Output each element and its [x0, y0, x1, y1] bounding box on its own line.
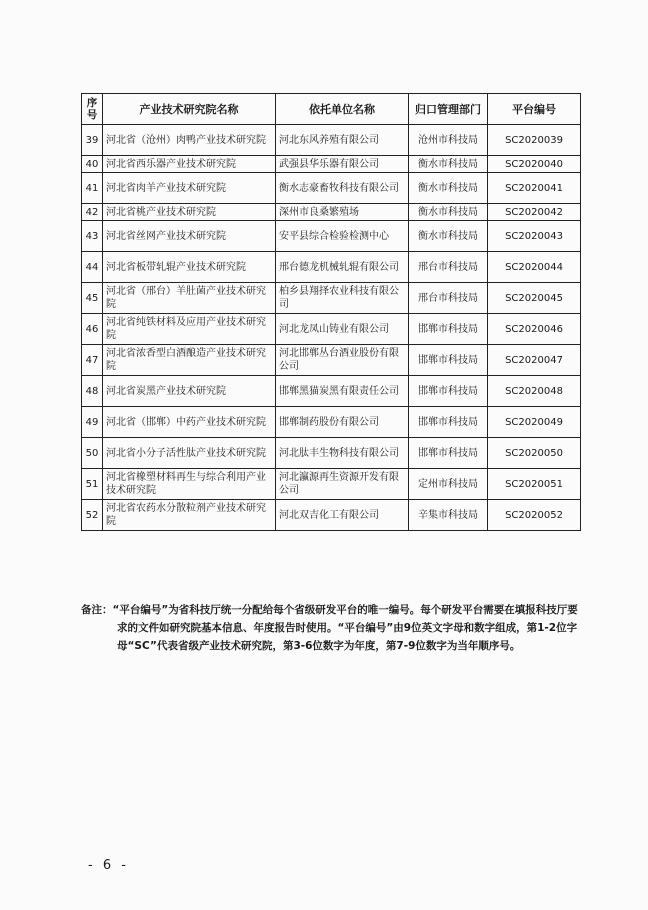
cell-management-dept: 衡水市科技局 [409, 156, 488, 173]
cell-serial-number: 45 [82, 283, 103, 314]
table-row [82, 345, 581, 376]
table-row [82, 283, 581, 314]
cell-platform-code: SC2020047 [488, 345, 581, 376]
table-row [82, 314, 581, 345]
cell-serial-number: 50 [82, 438, 103, 469]
cell-serial-number: 48 [82, 376, 103, 407]
cell-platform-code: SC2020044 [488, 252, 581, 283]
table-row [82, 376, 581, 407]
cell-institute-name: 河北省（邯郸）中药产业技术研究院 [103, 407, 276, 438]
cell-institute-name: 河北省西乐器产业技术研究院 [103, 156, 276, 173]
cell-serial-number: 42 [82, 204, 103, 221]
cell-platform-code: SC2020050 [488, 438, 581, 469]
remarks-note: 备注：“平台编号”为省科技厅统一分配给每个省级研发平台的唯一编号。每个研发平台需要在填报科技厅要求的文件如研究院基本信息、年度报告时使用。“平台编号”由9位英文字母和数字组成，第1-2位字母“SC”代表省级产业技术研究院，第3-6位数字为年度，第7-9位数字为当年顺序号。 [81, 604, 578, 652]
cell-host-unit: 柏乡县翔择农业科技有限公司 [276, 283, 409, 314]
cell-institute-name: 河北省桃产业技术研究院 [103, 204, 276, 221]
cell-host-unit: 衡水志豪畜牧科技有限公司 [276, 173, 409, 204]
cell-host-unit: 邯郸黑猫炭黑有限责任公司 [276, 376, 409, 407]
cell-platform-code: SC2020042 [488, 204, 581, 221]
table-row [82, 407, 581, 438]
header-institute-name: 产业技术研究院名称 [103, 94, 276, 125]
table-row [82, 204, 581, 221]
cell-management-dept: 衡水市科技局 [409, 204, 488, 221]
cell-institute-name: 河北省肉羊产业技术研究院 [103, 173, 276, 204]
cell-serial-number: 39 [82, 125, 103, 156]
cell-platform-code: SC2020048 [488, 376, 581, 407]
cell-management-dept: 辛集市科技局 [409, 500, 488, 531]
cell-host-unit: 邯郸制药股份有限公司 [276, 407, 409, 438]
table-row [82, 469, 581, 500]
cell-institute-name: 河北省（邢台）羊肚菌产业技术研究院 [103, 283, 276, 314]
table-row [82, 221, 581, 252]
cell-host-unit: 河北双吉化工有限公司 [276, 500, 409, 531]
cell-platform-code: SC2020043 [488, 221, 581, 252]
cell-platform-code: SC2020052 [488, 500, 581, 531]
cell-management-dept: 邯郸市科技局 [409, 314, 488, 345]
page-number: - 6 - [88, 858, 129, 873]
cell-serial-number: 40 [82, 156, 103, 173]
cell-management-dept: 定州市科技局 [409, 469, 488, 500]
table-row [82, 252, 581, 283]
header-host-unit: 依托单位名称 [276, 94, 409, 125]
table-row [82, 438, 581, 469]
cell-management-dept: 邯郸市科技局 [409, 345, 488, 376]
cell-host-unit: 深州市良桑繁殖场 [276, 204, 409, 221]
cell-serial-number: 47 [82, 345, 103, 376]
cell-platform-code: SC2020045 [488, 283, 581, 314]
cell-management-dept: 衡水市科技局 [409, 173, 488, 204]
cell-serial-number: 43 [82, 221, 103, 252]
cell-management-dept: 衡水市科技局 [409, 221, 488, 252]
cell-host-unit: 安平县综合检验检测中心 [276, 221, 409, 252]
table-row [82, 173, 581, 204]
cell-serial-number: 52 [82, 500, 103, 531]
cell-institute-name: 河北省板带轧辊产业技术研究院 [103, 252, 276, 283]
cell-host-unit: 河北龙凤山铸业有限公司 [276, 314, 409, 345]
cell-institute-name: 河北省炭黑产业技术研究院 [103, 376, 276, 407]
cell-platform-code: SC2020051 [488, 469, 581, 500]
cell-management-dept: 沧州市科技局 [409, 125, 488, 156]
platform-table [81, 93, 581, 531]
header-platform-code: 平台编号 [488, 94, 581, 125]
cell-institute-name: 河北省小分子活性肽产业技术研究院 [103, 438, 276, 469]
cell-platform-code: SC2020046 [488, 314, 581, 345]
cell-host-unit: 河北瀛源再生资源开发有限公司 [276, 469, 409, 500]
cell-host-unit: 邢台德龙机械轧辊有限公司 [276, 252, 409, 283]
table-row [82, 125, 581, 156]
cell-institute-name: 河北省浓香型白酒酿造产业技术研究院 [103, 345, 276, 376]
cell-host-unit: 河北肽丰生物科技有限公司 [276, 438, 409, 469]
cell-host-unit: 河北东风养殖有限公司 [276, 125, 409, 156]
cell-serial-number: 46 [82, 314, 103, 345]
header-serial-number: 序号 [82, 94, 103, 125]
cell-platform-code: SC2020040 [488, 156, 581, 173]
cell-institute-name: 河北省（沧州）肉鸭产业技术研究院 [103, 125, 276, 156]
cell-serial-number: 51 [82, 469, 103, 500]
cell-management-dept: 邢台市科技局 [409, 252, 488, 283]
cell-institute-name: 河北省纯铁材料及应用产业技术研究院 [103, 314, 276, 345]
cell-management-dept: 邯郸市科技局 [409, 438, 488, 469]
cell-management-dept: 邯郸市科技局 [409, 376, 488, 407]
cell-platform-code: SC2020041 [488, 173, 581, 204]
cell-serial-number: 44 [82, 252, 103, 283]
cell-management-dept: 邢台市科技局 [409, 283, 488, 314]
cell-host-unit: 河北邯郸丛台酒业股份有限公司 [276, 345, 409, 376]
cell-institute-name: 河北省橡塑材料再生与综合利用产业技术研究院 [103, 469, 276, 500]
cell-institute-name: 河北省丝网产业技术研究院 [103, 221, 276, 252]
table-header-row [82, 94, 581, 125]
cell-host-unit: 武强县华乐器有限公司 [276, 156, 409, 173]
table-row [82, 156, 581, 173]
table-row [82, 500, 581, 531]
cell-institute-name: 河北省农药水分散粒剂产业技术研究院 [103, 500, 276, 531]
cell-platform-code: SC2020039 [488, 125, 581, 156]
cell-management-dept: 邯郸市科技局 [409, 407, 488, 438]
cell-serial-number: 41 [82, 173, 103, 204]
cell-platform-code: SC2020049 [488, 407, 581, 438]
header-management-dept: 归口管理部门 [409, 94, 488, 125]
cell-serial-number: 49 [82, 407, 103, 438]
